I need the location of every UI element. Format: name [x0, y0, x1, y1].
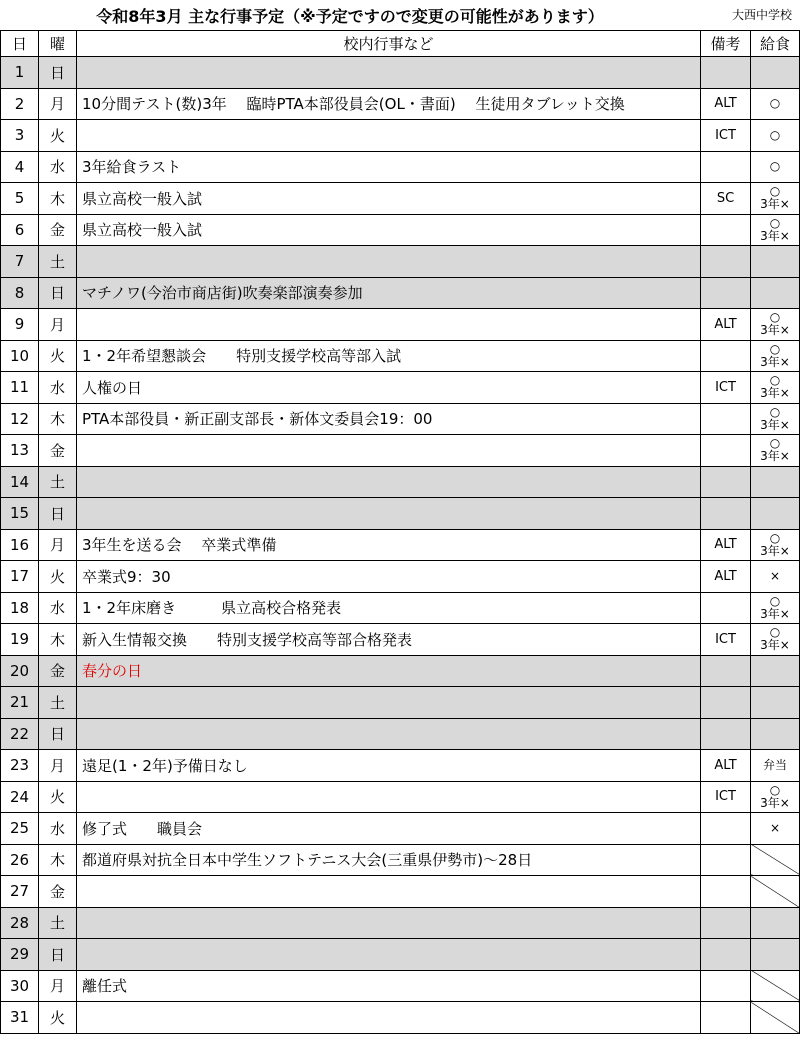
lunch-cell: ○ 3年×	[751, 309, 800, 341]
lunch-cell	[751, 844, 800, 876]
day-cell: 15	[1, 498, 39, 530]
day-cell: 23	[1, 750, 39, 782]
weekday-cell: 火	[39, 340, 77, 372]
day-cell: 10	[1, 340, 39, 372]
day-cell: 1	[1, 57, 39, 89]
note-cell	[701, 151, 751, 183]
lunch-cell	[751, 246, 800, 278]
event-cell	[77, 876, 701, 908]
lunch-cell: ○ 3年×	[751, 214, 800, 246]
note-cell	[701, 876, 751, 908]
col-header-dow: 曜	[39, 31, 77, 57]
event-cell	[77, 939, 701, 971]
weekday-cell: 水	[39, 372, 77, 404]
weekday-cell: 木	[39, 403, 77, 435]
day-cell: 7	[1, 246, 39, 278]
lunch-cell	[751, 277, 800, 309]
event-cell: 遠足(1・2年)予備日なし	[77, 750, 701, 782]
table-row	[1, 214, 800, 246]
note-cell: ICT	[701, 372, 751, 404]
col-header-day: 日	[1, 31, 39, 57]
note-cell	[701, 214, 751, 246]
weekday-cell: 土	[39, 246, 77, 278]
table-row	[1, 151, 800, 183]
weekday-cell: 火	[39, 1002, 77, 1034]
event-cell: 修了式 職員会	[77, 813, 701, 845]
weekday-cell: 月	[39, 529, 77, 561]
note-cell	[701, 813, 751, 845]
col-header-note: 備考	[701, 31, 751, 57]
day-cell: 17	[1, 561, 39, 593]
day-cell: 22	[1, 718, 39, 750]
lunch-cell	[751, 655, 800, 687]
lunch-cell	[751, 687, 800, 719]
event-cell	[77, 309, 701, 341]
weekday-cell: 金	[39, 876, 77, 908]
weekday-cell: 木	[39, 844, 77, 876]
lunch-cell	[751, 876, 800, 908]
day-cell: 8	[1, 277, 39, 309]
table-row	[1, 246, 800, 278]
note-cell: ICT	[701, 781, 751, 813]
note-cell	[701, 435, 751, 467]
note-cell	[701, 939, 751, 971]
event-cell	[77, 498, 701, 530]
lunch-cell: ○ 3年×	[751, 781, 800, 813]
table-row	[1, 592, 800, 624]
event-cell: 卒業式9：30	[77, 561, 701, 593]
event-cell: 1・2年床磨き 県立高校合格発表	[77, 592, 701, 624]
table-row	[1, 624, 800, 656]
event-cell: 県立高校一般入試	[77, 214, 701, 246]
lunch-cell	[751, 970, 800, 1002]
event-cell: 人権の日	[77, 372, 701, 404]
table-row	[1, 183, 800, 215]
day-cell: 2	[1, 88, 39, 120]
note-cell: ALT	[701, 88, 751, 120]
event-cell: PTA本部役員・新正副支部長・新体文委員会19：00	[77, 403, 701, 435]
table-row	[1, 718, 800, 750]
table-row	[1, 435, 800, 467]
note-cell: SC	[701, 183, 751, 215]
note-cell	[701, 970, 751, 1002]
event-cell	[77, 687, 701, 719]
table-row	[1, 876, 800, 908]
day-cell: 4	[1, 151, 39, 183]
day-cell: 16	[1, 529, 39, 561]
note-cell: ALT	[701, 529, 751, 561]
lunch-cell: 弁当	[751, 750, 800, 782]
lunch-cell: ○ 3年×	[751, 435, 800, 467]
table-row	[1, 907, 800, 939]
lunch-cell: ○ 3年×	[751, 183, 800, 215]
table-row	[1, 561, 800, 593]
day-cell: 11	[1, 372, 39, 404]
event-cell: 都道府県対抗全日本中学生ソフトテニス大会(三重県伊勢市)～28日	[77, 844, 701, 876]
table-row	[1, 277, 800, 309]
weekday-cell: 火	[39, 561, 77, 593]
note-cell	[701, 340, 751, 372]
event-cell	[77, 120, 701, 152]
day-cell: 6	[1, 214, 39, 246]
event-cell: 10分間テスト(数)3年 臨時PTA本部役員会(OL・書面) 生徒用タブレット交換	[77, 88, 701, 120]
weekday-cell: 金	[39, 655, 77, 687]
event-cell: 3年生を送る会 卒業式準備	[77, 529, 701, 561]
weekday-cell: 水	[39, 813, 77, 845]
lunch-cell	[751, 939, 800, 971]
day-cell: 30	[1, 970, 39, 1002]
weekday-cell: 木	[39, 183, 77, 215]
day-cell: 31	[1, 1002, 39, 1034]
table-row	[1, 372, 800, 404]
note-cell: ALT	[701, 309, 751, 341]
weekday-cell: 火	[39, 120, 77, 152]
lunch-cell	[751, 498, 800, 530]
note-cell: ALT	[701, 750, 751, 782]
day-cell: 14	[1, 466, 39, 498]
event-cell: 3年給食ラスト	[77, 151, 701, 183]
lunch-cell: ○	[751, 88, 800, 120]
lunch-cell: ○ 3年×	[751, 403, 800, 435]
lunch-cell: ○	[751, 120, 800, 152]
day-cell: 27	[1, 876, 39, 908]
note-cell	[701, 844, 751, 876]
weekday-cell: 月	[39, 88, 77, 120]
lunch-cell	[751, 466, 800, 498]
weekday-cell: 月	[39, 750, 77, 782]
table-row	[1, 403, 800, 435]
table-row	[1, 120, 800, 152]
event-cell: 新入生情報交換 特別支援学校高等部合格発表	[77, 624, 701, 656]
event-cell: マチノワ(今治市商店街)吹奏楽部演奏参加	[77, 277, 701, 309]
table-row	[1, 57, 800, 89]
lunch-cell	[751, 1002, 800, 1034]
lunch-cell: ○ 3年×	[751, 340, 800, 372]
school-name: 大西中学校	[731, 8, 792, 22]
event-cell	[77, 57, 701, 89]
weekday-cell: 土	[39, 907, 77, 939]
note-cell	[701, 655, 751, 687]
note-cell	[701, 687, 751, 719]
lunch-cell	[751, 718, 800, 750]
day-cell: 28	[1, 907, 39, 939]
table-row	[1, 970, 800, 1002]
day-cell: 18	[1, 592, 39, 624]
table-row	[1, 750, 800, 782]
lunch-cell: ×	[751, 813, 800, 845]
lunch-cell: ○ 3年×	[751, 372, 800, 404]
event-cell: 春分の日	[77, 655, 701, 687]
table-row	[1, 340, 800, 372]
table-row	[1, 781, 800, 813]
header	[0, 0, 800, 30]
event-cell	[77, 466, 701, 498]
lunch-cell: ×	[751, 561, 800, 593]
note-cell: ALT	[701, 561, 751, 593]
table-row	[1, 1002, 800, 1034]
schedule-table	[0, 30, 800, 1034]
page-title: 令和8年3月 主な行事予定（※予定ですので変更の可能性があります）	[96, 7, 604, 26]
lunch-cell: ○ 3年×	[751, 624, 800, 656]
weekday-cell: 日	[39, 718, 77, 750]
weekday-cell: 水	[39, 151, 77, 183]
day-cell: 13	[1, 435, 39, 467]
lunch-cell	[751, 57, 800, 89]
day-cell: 25	[1, 813, 39, 845]
weekday-cell: 金	[39, 214, 77, 246]
event-cell	[77, 1002, 701, 1034]
day-cell: 20	[1, 655, 39, 687]
table-row	[1, 939, 800, 971]
table-row	[1, 844, 800, 876]
note-cell	[701, 403, 751, 435]
note-cell	[701, 907, 751, 939]
event-cell	[77, 246, 701, 278]
day-cell: 9	[1, 309, 39, 341]
note-cell: ICT	[701, 624, 751, 656]
day-cell: 29	[1, 939, 39, 971]
day-cell: 3	[1, 120, 39, 152]
day-cell: 19	[1, 624, 39, 656]
weekday-cell: 日	[39, 939, 77, 971]
day-cell: 12	[1, 403, 39, 435]
weekday-cell: 月	[39, 970, 77, 1002]
event-cell	[77, 781, 701, 813]
weekday-cell: 日	[39, 277, 77, 309]
col-header-lunch: 給食	[751, 31, 800, 57]
event-cell: 離任式	[77, 970, 701, 1002]
table-row	[1, 529, 800, 561]
day-cell: 5	[1, 183, 39, 215]
note-cell	[701, 1002, 751, 1034]
weekday-cell: 月	[39, 309, 77, 341]
lunch-cell: ○	[751, 151, 800, 183]
table-row	[1, 466, 800, 498]
note-cell	[701, 592, 751, 624]
weekday-cell: 土	[39, 466, 77, 498]
day-cell: 24	[1, 781, 39, 813]
table-row	[1, 498, 800, 530]
event-cell: 1・2年希望懇談会 特別支援学校高等部入試	[77, 340, 701, 372]
event-cell	[77, 718, 701, 750]
day-cell: 21	[1, 687, 39, 719]
table-row	[1, 309, 800, 341]
lunch-cell: ○ 3年×	[751, 529, 800, 561]
weekday-cell: 土	[39, 687, 77, 719]
table-row	[1, 687, 800, 719]
table-row	[1, 88, 800, 120]
table-header-row	[1, 31, 800, 57]
lunch-cell: ○ 3年×	[751, 592, 800, 624]
event-cell	[77, 907, 701, 939]
lunch-cell	[751, 907, 800, 939]
table-row	[1, 813, 800, 845]
note-cell	[701, 246, 751, 278]
event-cell	[77, 435, 701, 467]
weekday-cell: 金	[39, 435, 77, 467]
weekday-cell: 水	[39, 592, 77, 624]
event-cell: 県立高校一般入試	[77, 183, 701, 215]
note-cell	[701, 466, 751, 498]
col-header-event: 校内行事など	[77, 31, 701, 57]
note-cell	[701, 718, 751, 750]
weekday-cell: 火	[39, 781, 77, 813]
weekday-cell: 日	[39, 498, 77, 530]
note-cell: ICT	[701, 120, 751, 152]
note-cell	[701, 57, 751, 89]
weekday-cell: 木	[39, 624, 77, 656]
table-row	[1, 655, 800, 687]
note-cell	[701, 277, 751, 309]
note-cell	[701, 498, 751, 530]
weekday-cell: 日	[39, 57, 77, 89]
day-cell: 26	[1, 844, 39, 876]
